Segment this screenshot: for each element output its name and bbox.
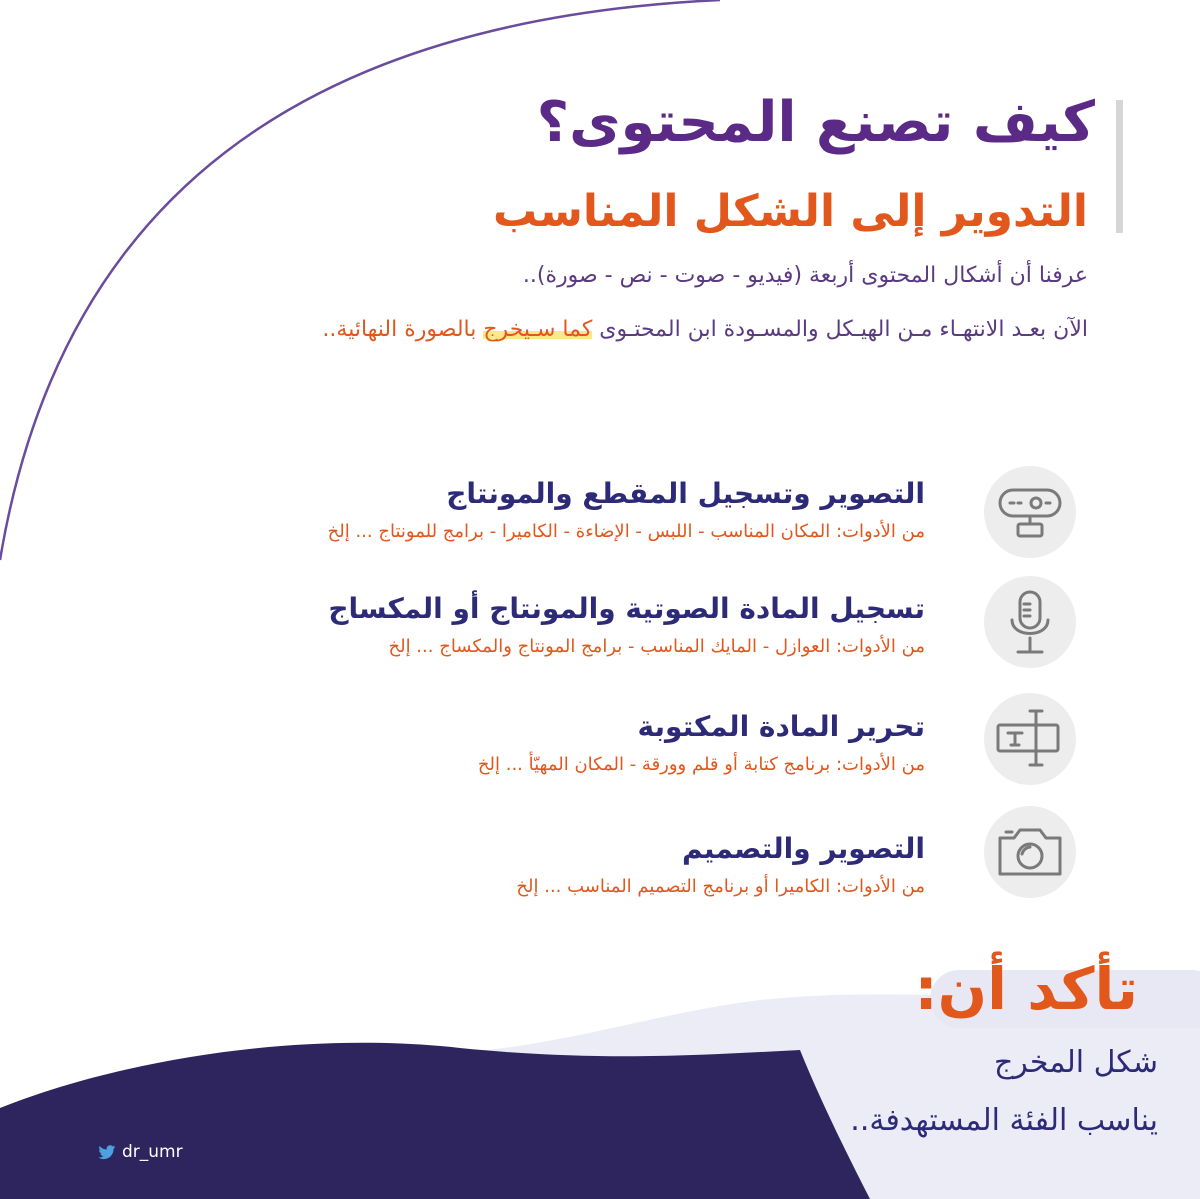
microphone-icon-circle [984, 576, 1076, 668]
item-video [328, 477, 925, 542]
item-text-tools: من الأدوات: برنامج كتابة أو قلم وورقة - المكان المهيّأ ... إلخ [477, 753, 925, 775]
intro-highlight: كما سـيخرج [483, 317, 593, 342]
ensure-heading: تأكد أن: [914, 955, 1138, 1023]
intro-line-2-end: بالصورة النهائية.. [322, 317, 484, 342]
intro-line-2 [108, 306, 1088, 354]
item-image [516, 832, 925, 897]
ensure-line-1: شكل المخرج [993, 1045, 1158, 1080]
intro-line-1: عرفنا أن أشكال المحتوى أربعة (فيديو - صوت - نص - صورة).. [522, 263, 1088, 288]
twitter-handle[interactable] [98, 1142, 183, 1162]
microphone-icon [990, 582, 1070, 662]
item-video-tools: من الأدوات: المكان المناسب - اللبس - الإضاءة - الكاميرا - برامج للمونتاج ... إلخ [327, 520, 925, 542]
camera-icon-circle [984, 806, 1076, 898]
item-text-title: تحرير المادة المكتوبة [637, 710, 925, 743]
webcam-icon-circle [984, 466, 1076, 558]
camera-icon [990, 812, 1070, 892]
page-title: كيف تصنع المحتوى؟ [536, 90, 1095, 155]
webcam-icon [990, 472, 1070, 552]
twitter-icon [98, 1145, 116, 1160]
ensure-line-2: يناسب الفئة المستهدفة.. [850, 1103, 1158, 1138]
intro-line-2-text: الآن بعـد الانتهـاء مـن الهيـكل والمسـودة ابن المحتـوى [592, 317, 1088, 342]
text-edit-icon-circle [984, 693, 1076, 785]
text-edit-icon [990, 699, 1070, 779]
item-audio [328, 592, 925, 657]
item-image-title: التصوير والتصميم [681, 832, 925, 865]
page-subtitle: التدوير إلى الشكل المناسب [493, 186, 1088, 237]
twitter-handle-text: dr_umr [122, 1142, 183, 1162]
title-accent-bar [1116, 100, 1123, 233]
item-audio-title: تسجيل المادة الصوتية والمونتاج أو المكساج [328, 592, 925, 625]
item-image-tools: من الأدوات: الكاميرا أو برنامج التصميم المناسب ... إلخ [516, 875, 925, 897]
footer-wave-dark [0, 1043, 870, 1199]
item-audio-tools: من الأدوات: العوازل - المايك المناسب - برامج المونتاج والمكساج ... إلخ [388, 635, 925, 657]
item-text [478, 710, 925, 775]
item-video-title: التصوير وتسجيل المقطع والمونتاج [446, 477, 925, 510]
